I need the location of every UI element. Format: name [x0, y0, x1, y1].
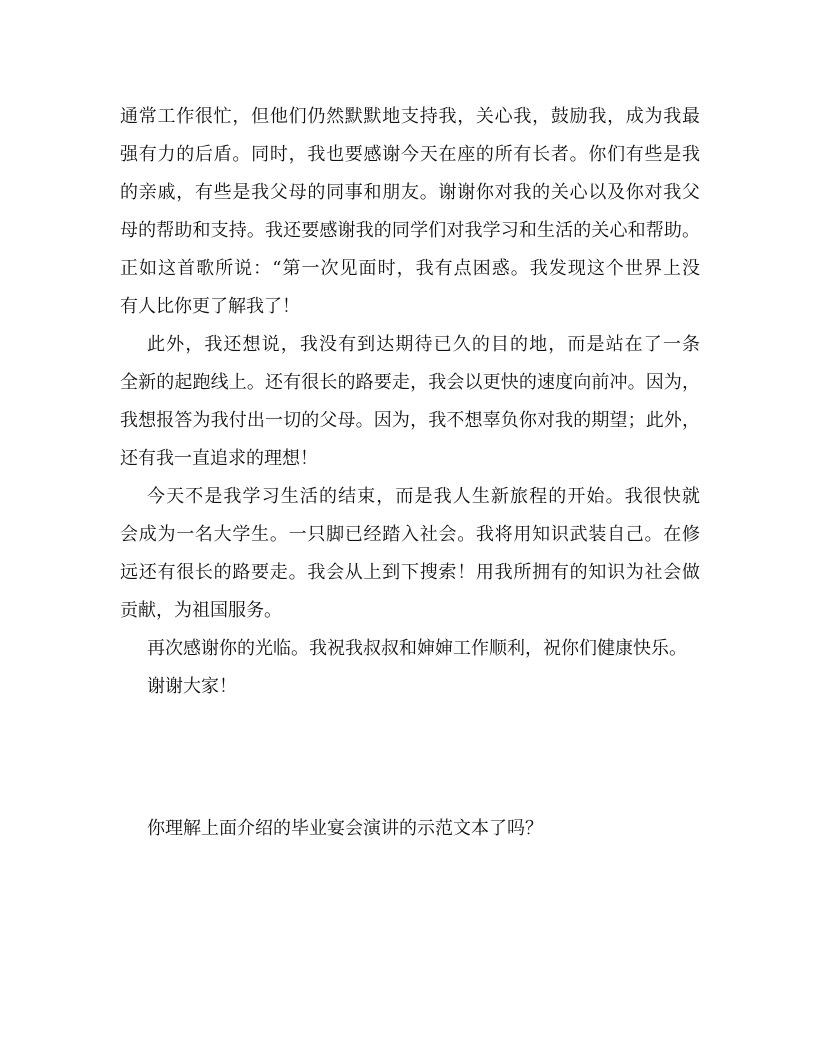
text-line: 我想报答为我付出一切的父母。因为，我不想辜负你对我的期望；此外， [120, 410, 700, 431]
text-line: 全新的起跑线上。还有很长的路要走，我会以更快的速度向前冲。因为， [120, 372, 700, 393]
text-line: 强有力的后盾。同时，我也要感谢今天在座的所有长者。你们有些是我 [120, 144, 700, 165]
text-line: 母的帮助和支持。我还要感谢我的同学们对我学习和生活的关心和帮助。 [120, 220, 700, 241]
text-line: 还有我一直追求的理想！ [120, 448, 318, 469]
text-line: 谢谢大家！ [147, 676, 237, 697]
speech-body [120, 98, 700, 706]
text-line: 贡献，为祖国服务。 [120, 600, 282, 621]
text-line: 有人比你更了解我了！ [120, 296, 300, 317]
text-line: 的亲戚，有些是我父母的同事和朋友。谢谢你对我的关心以及你对我父 [120, 182, 700, 203]
text-line: 再次感谢你的光临。我祝我叔叔和婶婶工作顺利，祝你们健康快乐。 [147, 638, 687, 659]
text-line: 今天不是我学习生活的结束，而是我人生新旅程的开始。我很快就 [147, 486, 700, 507]
text-line: 正如这首歌所说：“第一次见面时，我有点困惑。我发现这个世界上没 [120, 258, 700, 279]
text-line: 会成为一名大学生。一只脚已经踏入社会。我将用知识武装自己。在修 [120, 524, 700, 545]
text-line: 此外，我还想说，我没有到达期待已久的目的地，而是站在了一条 [147, 334, 700, 355]
text-line: 远还有很长的路要走。我会从上到下搜索！用我所拥有的知识为社会做 [120, 562, 700, 583]
closing-question: 你理解上面介绍的毕业宴会演讲的示范文本了吗？ [147, 818, 543, 839]
text-line: 通常工作很忙，但他们仍然默默地支持我，关心我，鼓励我，成为我最 [120, 106, 700, 127]
